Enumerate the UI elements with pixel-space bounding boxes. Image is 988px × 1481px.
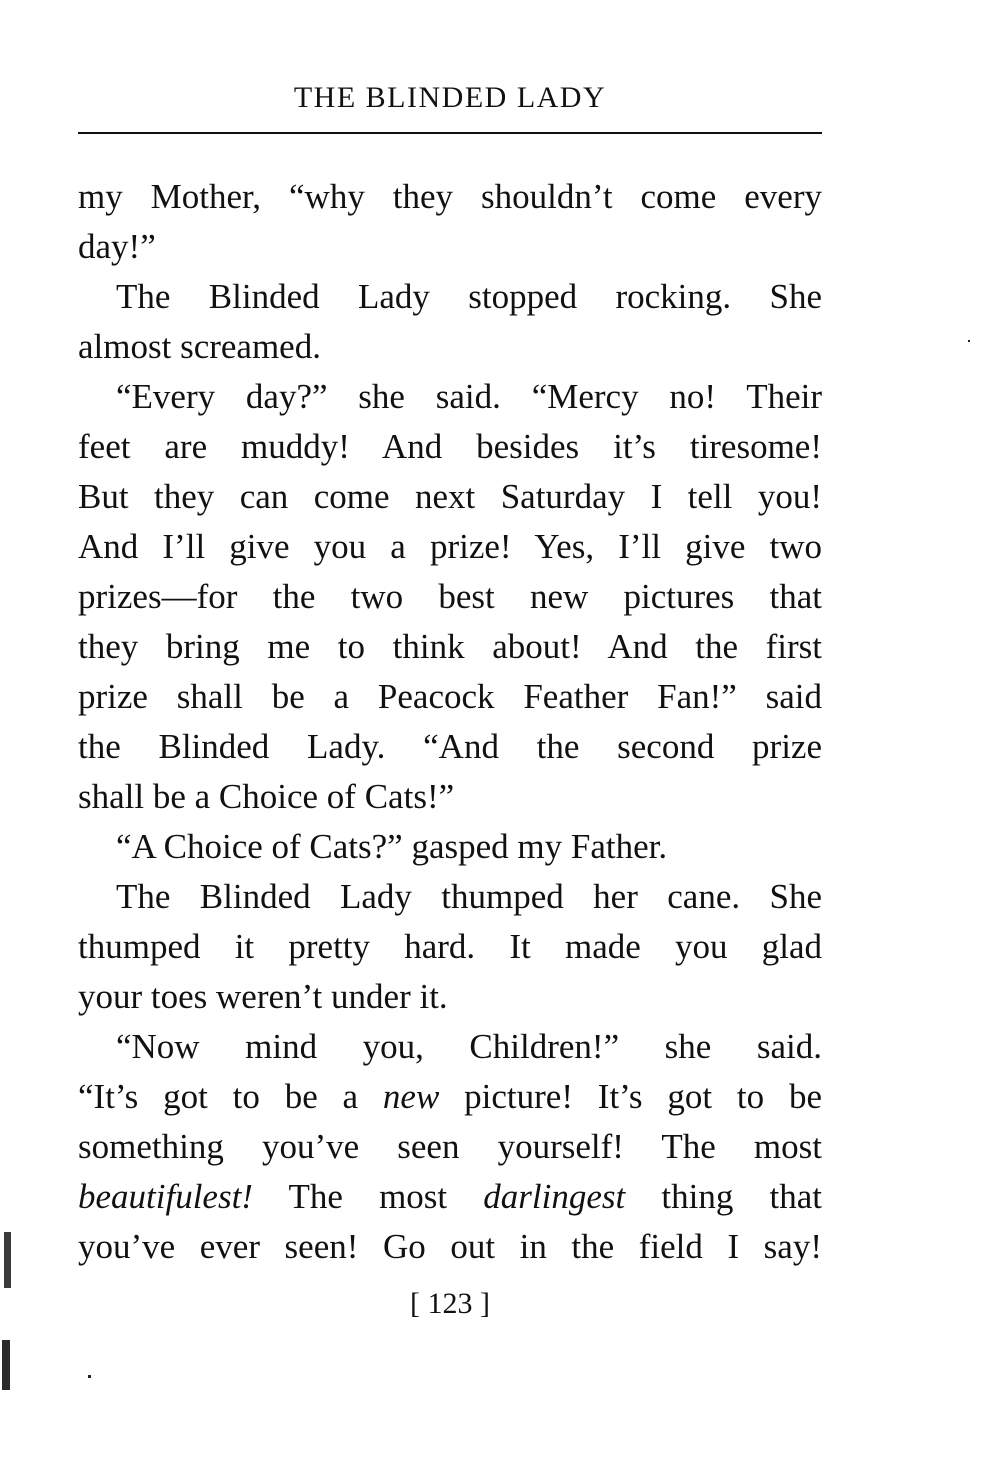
page-number: [ 123 ] — [410, 1287, 490, 1320]
text-line-9: prizes—for the two best new pictures that — [78, 577, 822, 616]
text-line-1: my Mother, “why they shouldn’t come every — [78, 177, 822, 216]
text-line-17: your toes weren’t under it. — [78, 977, 448, 1016]
emphasis-new: new — [382, 1077, 440, 1116]
running-head: THE BLINDED LADY — [293, 81, 607, 114]
text-line-16: thumped it pretty hard. It made you glad — [78, 927, 822, 966]
text-line-18: “Now mind you, Children!” she said. — [116, 1027, 822, 1066]
scan-speck — [968, 340, 970, 342]
text-line-15: The Blinded Lady thumped her cane. She — [116, 877, 822, 916]
emphasis-darlingest: darlingest — [483, 1177, 626, 1216]
body-text — [78, 172, 822, 1272]
text-line-13: shall be a Choice of Cats!” — [78, 777, 455, 816]
text-line-21: beautifulest! The most darlingest thing that — [78, 1177, 822, 1216]
scan-speck — [88, 1375, 91, 1378]
text-line-10: they bring me to think about! And the first — [78, 627, 822, 666]
text-line-7: But they can come next Saturday I tell you! — [78, 477, 822, 516]
text-line-2: day!” — [78, 227, 156, 266]
text-line-4: almost screamed. — [78, 327, 321, 366]
scan-speck — [2, 1340, 10, 1390]
text-line-6: feet are muddy! And besides it’s tiresome! — [78, 427, 822, 466]
text-line-19: “It’s got to be a new picture! It’s got to be — [78, 1077, 822, 1116]
text-line-12: the Blinded Lady. “And the second prize — [78, 727, 822, 766]
text-line-11: prize shall be a Peacock Feather Fan!” said — [78, 677, 822, 716]
header-rule — [78, 132, 822, 134]
text-line-22: you’ve ever seen! Go out in the field I say! — [78, 1227, 822, 1266]
emphasis-beautifulest: beautifulest! — [78, 1177, 253, 1216]
text-line-20: something you’ve seen yourself! The most — [78, 1127, 822, 1166]
text-line-8: And I’ll give you a prize! Yes, I’ll give two — [78, 527, 822, 566]
text-line-14: “A Choice of Cats?” gasped my Father. — [116, 827, 668, 866]
scan-speck — [4, 1232, 11, 1288]
text-line-5: “Every day?” she said. “Mercy no! Their — [116, 377, 822, 416]
text-line-3: The Blinded Lady stopped rocking. She — [116, 277, 822, 316]
